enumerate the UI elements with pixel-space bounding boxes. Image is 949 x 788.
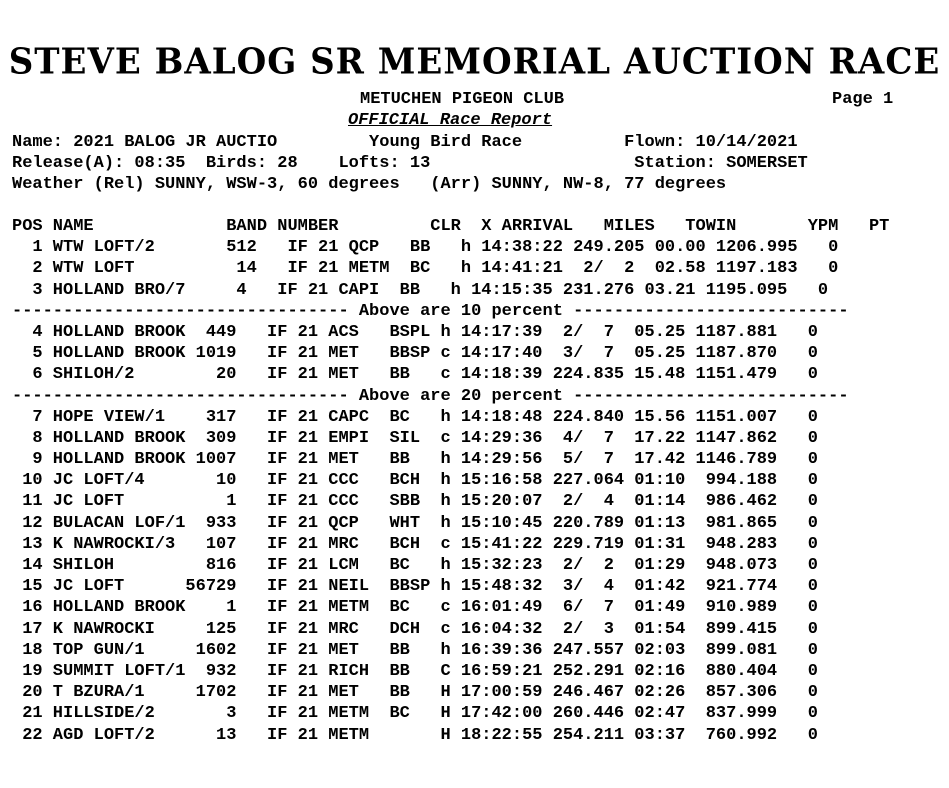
table-row: 4 HOLLAND BROOK 449 IF 21 ACS BSPL h 14:17:39 2/ 7 05.25 1187.881 0 (12, 322, 818, 342)
release-info-line: Release(A): 08:35 Birds: 28 Lofts: 13 Station: SOMERSET (12, 154, 808, 173)
table-row: 1 WTW LOFT/2 512 IF 21 QCP BB h 14:38:22 249.205 00.00 1206.995 0 (12, 238, 839, 258)
table-row: 9 HOLLAND BROOK 1007 IF 21 MET BB h 14:29:56 5/ 7 17.42 1146.789 0 (12, 450, 818, 470)
report-title: OFFICIAL Race Report (348, 111, 553, 130)
table-row: 16 HOLLAND BROOK 1 IF 21 METM BC c 16:01:49 6/ 7 01:49 910.989 0 (12, 598, 818, 618)
table-row: 6 SHILOH/2 20 IF 21 MET BB c 14:18:39 224.835 15.48 1151.479 0 (12, 365, 818, 385)
table-row: 12 BULACAN LOF/1 933 IF 21 QCP WHT h 15:10:45 220.789 01:13 981.865 0 (12, 513, 818, 533)
table-row: 11 JC LOFT 1 IF 21 CCC SBB h 15:20:07 2/ 4 01:14 986.462 0 (12, 492, 818, 512)
table-row (12, 746, 889, 767)
percent-divider: --------------------------------- Above are 10 percent --------------------------- (12, 301, 849, 321)
table-row: 14 SHILOH 816 IF 21 LCM BC h 15:32:23 2/ 2 01:29 948.073 0 (12, 556, 818, 575)
club-name: METUCHEN PIGEON CLUB (360, 90, 565, 109)
results-table (12, 216, 889, 788)
table-row: 8 HOLLAND BROOK 309 IF 21 EMPI SIL c 14:29:36 4/ 7 17.22 1147.862 0 (12, 428, 818, 448)
weather-info-line: Weather (Rel) SUNNY, WSW-3, 60 degrees (Arr) SUNNY, NW-8, 77 degrees (12, 175, 727, 194)
table-row: 7 HOPE VIEW/1 317 IF 21 CAPC BC h 14:18:48 224.840 15.56 1151.007 0 (12, 407, 818, 427)
table-header: POS NAME BAND NUMBER CLR X ARRIVAL MILES TOWIN YPM PT (12, 217, 890, 236)
race-info-line: Name: 2021 BALOG JR AUCTIO Young Bird Race Flown: 10/14/2021 (12, 133, 798, 152)
table-row: 17 K NAWROCKI 125 IF 21 MRC DCH c 16:04:32 2/ 3 01:54 899.415 0 (12, 619, 818, 639)
table-row: 21 HILLSIDE/2 3 IF 21 METM BC H 17:42:00 260.446 02:47 837.999 0 (12, 704, 818, 724)
page-number: Page 1 (832, 90, 894, 109)
table-row: 18 TOP GUN/1 1602 IF 21 MET BB h 16:39:36 247.557 02:03 899.081 0 (12, 640, 818, 660)
race-title-banner: STEVE BALOG SR MEMORIAL AUCTION RACE (8, 41, 941, 83)
table-row: 5 HOLLAND BROOK 1019 IF 21 MET BBSP c 14:17:40 3/ 7 05.25 1187.870 0 (12, 344, 818, 364)
table-row: 10 JC LOFT/4 10 IF 21 CCC BCH h 15:16:58 227.064 01:10 994.188 0 (12, 471, 818, 491)
table-row (12, 767, 889, 788)
table-row: 13 K NAWROCKI/3 107 IF 21 MRC BCH c 15:41:22 229.719 01:31 948.283 0 (12, 534, 818, 554)
table-row: 20 T BZURA/1 1702 IF 21 MET BB H 17:00:59 246.467 02:26 857.306 0 (12, 683, 818, 703)
table-row: 15 JC LOFT 56729 IF 21 NEIL BBSP h 15:48:32 3/ 4 01:42 921.774 0 (12, 577, 818, 597)
table-row: 3 HOLLAND BRO/7 4 IF 21 CAPI BB h 14:15:35 231.276 03.21 1195.095 0 (12, 280, 829, 300)
table-row: 19 SUMMIT LOFT/1 932 IF 21 RICH BB C 16:59:21 252.291 02:16 880.404 0 (12, 661, 818, 681)
percent-divider: --------------------------------- Above are 20 percent --------------------------- (12, 386, 849, 406)
table-row: 22 AGD LOFT/2 13 IF 21 METM H 18:22:55 254.211 03:37 760.992 0 (12, 725, 818, 745)
table-row: 2 WTW LOFT 14 IF 21 METM BC h 14:41:21 2/ 2 02.58 1197.183 0 (12, 259, 839, 279)
